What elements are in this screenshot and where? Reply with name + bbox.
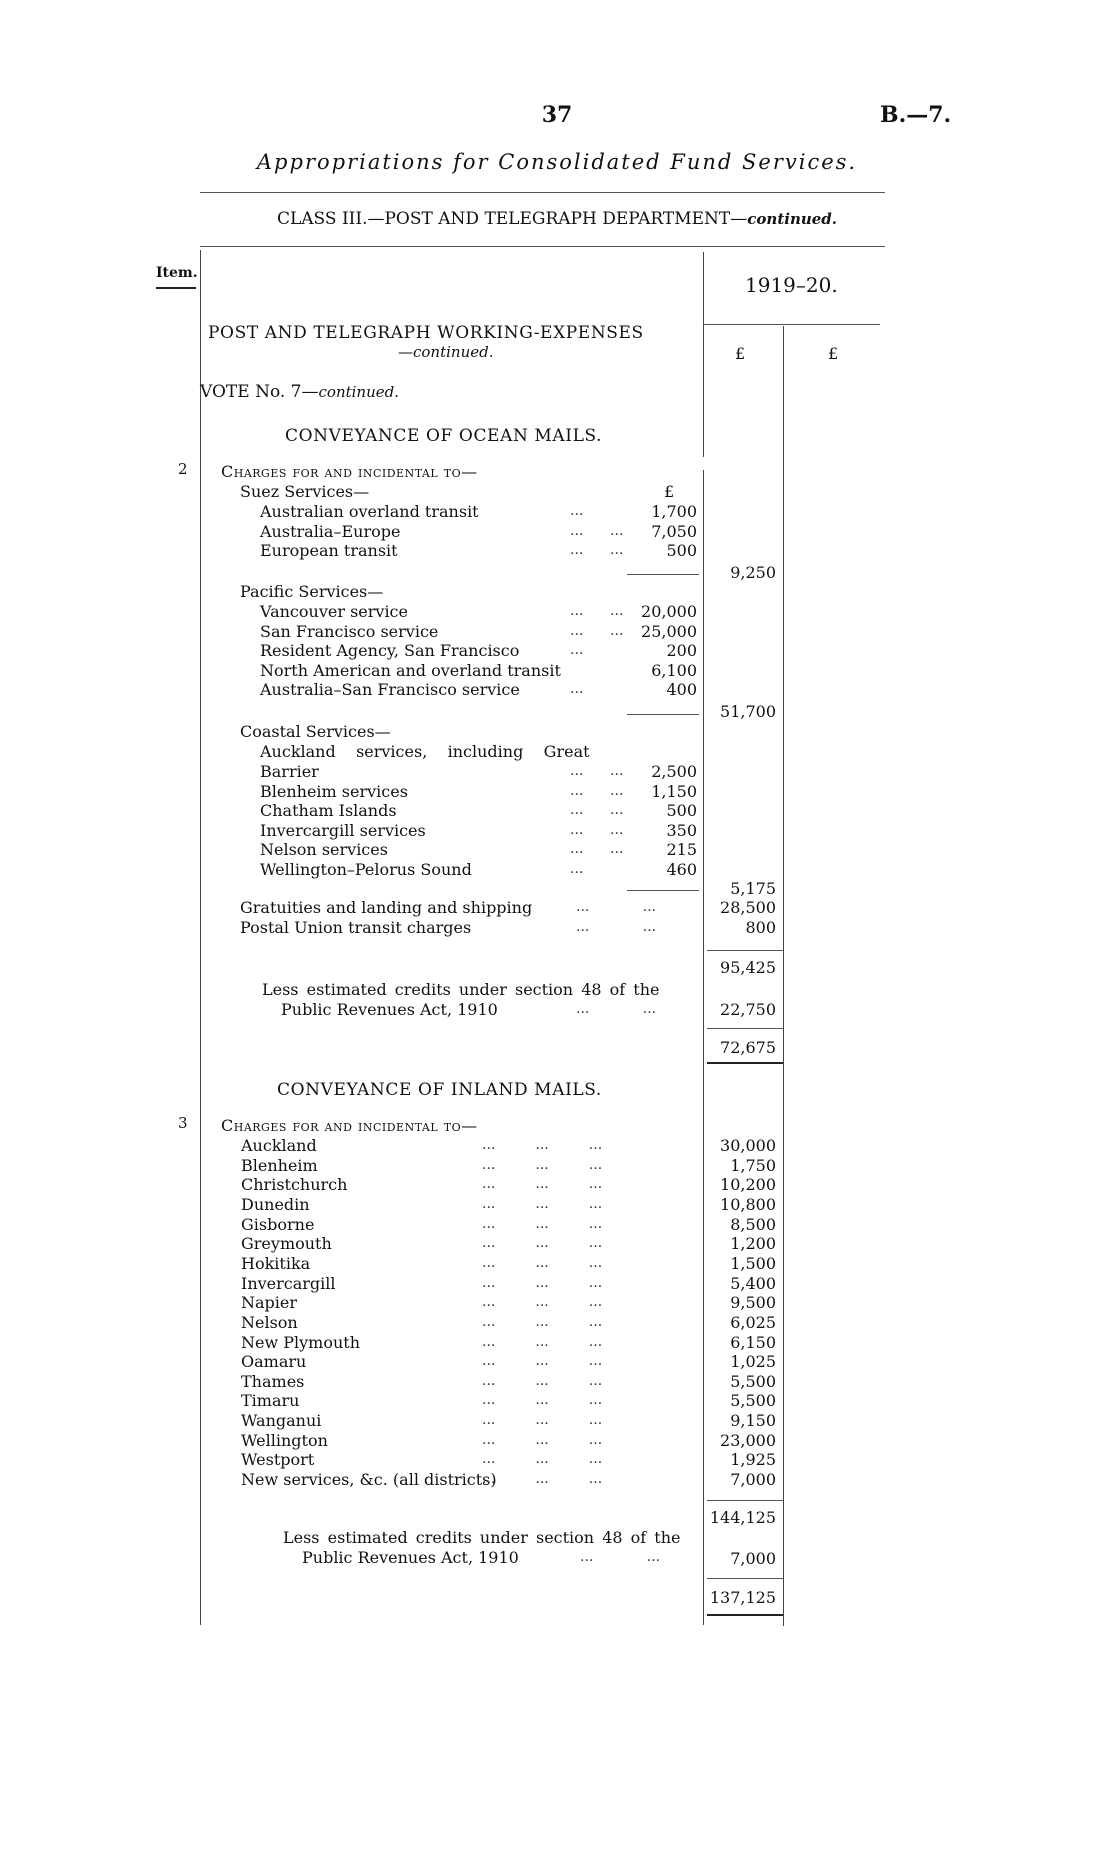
inland-row-name: Dunedin: [241, 1195, 310, 1214]
inland-row-name: Hokitika: [241, 1254, 311, 1273]
inland-row-amount: 10,200: [720, 1175, 776, 1194]
inland-row-dots: ... ... ...: [482, 1216, 603, 1232]
inland-row-name: Invercargill: [241, 1274, 336, 1293]
ocean-other-row-dots: ... ...: [576, 899, 657, 915]
inland-row-amount: 23,000: [720, 1431, 776, 1450]
inland-row-name: Blenheim: [241, 1156, 318, 1175]
coastal-label: Coastal Services—: [240, 722, 391, 741]
inland-row-name: Auckland: [241, 1136, 317, 1155]
inland-row-name: Thames: [241, 1372, 305, 1391]
inland-net-rule: [707, 1578, 783, 1579]
item-rule: [156, 287, 196, 289]
inland-row-dots: ... ... ...: [482, 1196, 603, 1212]
ocean-total: 95,425: [720, 958, 776, 977]
coastal-row-dots: ... ...: [570, 802, 624, 818]
vote-number-main: VOTE No. 7—: [200, 382, 319, 402]
coastal-row-dots: ... ...: [570, 763, 624, 779]
inland-row-amount: 6,150: [730, 1333, 776, 1352]
inland-row-amount: 5,400: [730, 1274, 776, 1293]
year-header: 1919–20.: [745, 273, 838, 297]
inland-row-name: Greymouth: [241, 1234, 332, 1253]
inland-row-amount: 7,000: [730, 1470, 776, 1489]
inland-total-rule: [707, 1500, 783, 1501]
inland-row-amount: 9,150: [730, 1411, 776, 1430]
inland-row-name: Wellington: [241, 1431, 328, 1450]
suez-row-dots: ... ...: [570, 542, 624, 558]
ocean-mails-heading: CONVEYANCE OF OCEAN MAILS.: [285, 426, 603, 446]
inland-charges-label: Charges for and incidental to—: [221, 1116, 478, 1135]
pacific-row-dots: ...: [570, 642, 584, 658]
inland-row-dots: ... ... ...: [482, 1412, 603, 1428]
suez-row-dots: ...: [570, 503, 584, 519]
coastal-row-amount: 500: [666, 801, 697, 820]
inland-row-dots: ... ... ...: [482, 1471, 603, 1487]
item-column-rule: [200, 250, 201, 1625]
inland-mails-heading: CONVEYANCE OF INLAND MAILS.: [277, 1080, 602, 1100]
inland-row-dots: ... ... ...: [482, 1275, 603, 1291]
pacific-label: Pacific Services—: [240, 582, 384, 601]
vote-number-continued: continued.: [318, 383, 400, 401]
pacific-row-amount: 20,000: [641, 602, 697, 621]
coastal-row-amount: 215: [666, 840, 697, 859]
vote-title: POST AND TELEGRAPH WORKING-EXPENSES: [208, 323, 644, 343]
coastal-subtotal: 5,175: [730, 879, 776, 898]
suez-row-name: Australia–Europe: [260, 522, 401, 541]
inland-row-name: Timaru: [241, 1391, 300, 1410]
pacific-row-dots: ... ...: [570, 623, 624, 639]
pacific-row-name: Vancouver service: [260, 602, 408, 621]
page-number: 37: [541, 102, 573, 128]
vote-number: [200, 382, 399, 402]
coastal-row-dots: ... ...: [570, 822, 624, 838]
suez-row-dots: ... ...: [570, 523, 624, 539]
inland-row-amount: 5,500: [730, 1372, 776, 1391]
coastal-row-name: Invercargill services: [260, 821, 426, 840]
coastal-row-name: Chatham Islands: [260, 801, 397, 820]
ocean-other-row-name: Gratuities and landing and shipping: [240, 898, 533, 917]
pacific-row-name: San Francisco service: [260, 622, 439, 641]
inland-row-dots: ... ... ...: [482, 1432, 603, 1448]
class-title: [0, 209, 1114, 229]
ocean-other-row-amount: 800: [745, 918, 776, 937]
pacific-row-name: Resident Agency, San Francisco: [260, 641, 520, 660]
inland-row-amount: 1,925: [730, 1450, 776, 1469]
ocean-less-line-2: Public Revenues Act, 1910: [281, 1000, 498, 1019]
inland-row-name: Christchurch: [241, 1175, 348, 1194]
ocean-item-number: 2: [178, 460, 188, 478]
inland-row-name: Napier: [241, 1293, 298, 1312]
coastal-row-dots: ... ...: [570, 783, 624, 799]
ocean-other-row-name: Postal Union transit charges: [240, 918, 472, 937]
inland-row-name: Westport: [241, 1450, 315, 1469]
inland-row-dots: ... ... ...: [482, 1334, 603, 1350]
inland-row-amount: 5,500: [730, 1391, 776, 1410]
year-rule: [703, 324, 880, 325]
inland-row-dots: ... ... ...: [482, 1157, 603, 1173]
ocean-other-row-amount: 28,500: [720, 898, 776, 917]
pacific-row-name: North American and overland transit: [260, 661, 561, 680]
pacific-subtotal-rule: [627, 714, 699, 715]
pacific-row-amount: 200: [666, 641, 697, 660]
coastal-row-name: Wellington–Pelorus Sound: [260, 860, 472, 879]
inland-row-name: Gisborne: [241, 1215, 315, 1234]
inland-row-dots: ... ... ...: [482, 1255, 603, 1271]
coastal-row-name: Blenheim services: [260, 782, 408, 801]
coastal-row-amount: 1,150: [651, 782, 697, 801]
inland-row-name: Oamaru: [241, 1352, 307, 1371]
inland-row-amount: 10,800: [720, 1195, 776, 1214]
ocean-less-dots: ... ...: [576, 1001, 657, 1017]
coastal-row-amount: 2,500: [651, 762, 697, 781]
inland-row-amount: 1,500: [730, 1254, 776, 1273]
inland-row-amount: 1,750: [730, 1156, 776, 1175]
suez-label: Suez Services—: [240, 482, 370, 501]
pacific-row-dots: ... ...: [570, 603, 624, 619]
pacific-row-amount: 400: [666, 680, 697, 699]
suez-subtotal: 9,250: [730, 563, 776, 582]
ocean-pound-sign: £: [664, 482, 675, 501]
pacific-subtotal: 51,700: [720, 702, 776, 721]
ocean-net-underline: [707, 1062, 783, 1064]
ocean-net: 72,675: [720, 1038, 776, 1057]
inland-row-amount: 1,200: [730, 1234, 776, 1253]
inland-row-amount: 30,000: [720, 1136, 776, 1155]
inland-row-amount: 6,025: [730, 1313, 776, 1332]
suez-row-amount: 500: [666, 541, 697, 560]
ocean-total-rule: [707, 950, 783, 951]
inland-row-name: Wanganui: [241, 1411, 322, 1430]
suez-row-amount: 1,700: [651, 502, 697, 521]
inland-row-amount: 8,500: [730, 1215, 776, 1234]
coastal-row-name: Barrier: [260, 762, 319, 781]
inland-row-amount: 9,500: [730, 1293, 776, 1312]
pacific-row-amount: 25,000: [641, 622, 697, 641]
inland-row-dots: ... ... ...: [482, 1451, 603, 1467]
inland-row-dots: ... ... ...: [482, 1294, 603, 1310]
inland-less-dots: ... ...: [580, 1549, 661, 1565]
coastal-row-amount: 460: [666, 860, 697, 879]
inland-row-name: New Plymouth: [241, 1333, 361, 1352]
inland-item-number: 3: [178, 1114, 188, 1132]
inland-row-dots: ... ... ...: [482, 1392, 603, 1408]
inland-net: 137,125: [709, 1588, 776, 1607]
class-title-continued: continued.: [747, 210, 838, 228]
inland-row-dots: ... ... ...: [482, 1314, 603, 1330]
suez-row-name: European transit: [260, 541, 398, 560]
ocean-charges-label: Charges for and incidental to—: [221, 462, 478, 481]
pacific-row-dots: ...: [570, 681, 584, 697]
inland-total: 144,125: [709, 1508, 776, 1527]
coastal-subtotal-rule: [627, 890, 699, 891]
amount-column-rule-mid: [783, 326, 784, 1626]
inland-row-amount: 1,025: [730, 1352, 776, 1371]
item-column-header: Item.: [156, 265, 198, 281]
inland-row-dots: ... ... ...: [482, 1137, 603, 1153]
coastal-row-dots: ...: [570, 861, 584, 877]
coastal-first-line: Auckland services, including Great: [260, 742, 590, 761]
ocean-net-rule: [707, 1028, 783, 1029]
pacific-row-name: Australia–San Francisco service: [260, 680, 520, 699]
inland-row-dots: ... ... ...: [482, 1353, 603, 1369]
coastal-row-dots: ... ...: [570, 841, 624, 857]
inland-row-name: New services, &c. (all districts): [241, 1470, 497, 1489]
inland-net-underline: [707, 1614, 783, 1616]
suez-row-amount: 7,050: [651, 522, 697, 541]
inland-row-name: Nelson: [241, 1313, 298, 1332]
inland-row-dots: ... ... ...: [482, 1373, 603, 1389]
ocean-less-line-1: Less estimated credits under section 48 of the: [262, 980, 660, 999]
inland-less-line-2: Public Revenues Act, 1910: [302, 1548, 519, 1567]
coastal-row-amount: 350: [666, 821, 697, 840]
ocean-less-amount: 22,750: [720, 1000, 776, 1019]
suez-subtotal-rule: [627, 574, 699, 575]
inland-row-dots: ... ... ...: [482, 1176, 603, 1192]
ocean-other-row-dots: ... ...: [576, 919, 657, 935]
inland-less-line-1: Less estimated credits under section 48 of the: [283, 1528, 681, 1547]
coastal-row-name: Nelson services: [260, 840, 388, 859]
page-heading: Appropriations for Consolidated Fund Services.: [256, 150, 858, 174]
pound-header-1: £: [735, 344, 746, 363]
vote-title-continued: —continued.: [398, 343, 494, 361]
table-top-rule: [200, 246, 885, 247]
year-column-rule-left: [703, 252, 704, 457]
inland-less-amount: 7,000: [730, 1549, 776, 1568]
document-reference: B.—7.: [880, 102, 952, 128]
heading-rule: [200, 192, 885, 193]
pacific-row-amount: 6,100: [651, 661, 697, 680]
inland-row-dots: ... ... ...: [482, 1235, 603, 1251]
pound-header-2: £: [828, 344, 839, 363]
class-title-main: CLASS III.—POST AND TELEGRAPH DEPARTMENT—: [276, 209, 748, 229]
suez-row-name: Australian overland transit: [260, 502, 479, 521]
